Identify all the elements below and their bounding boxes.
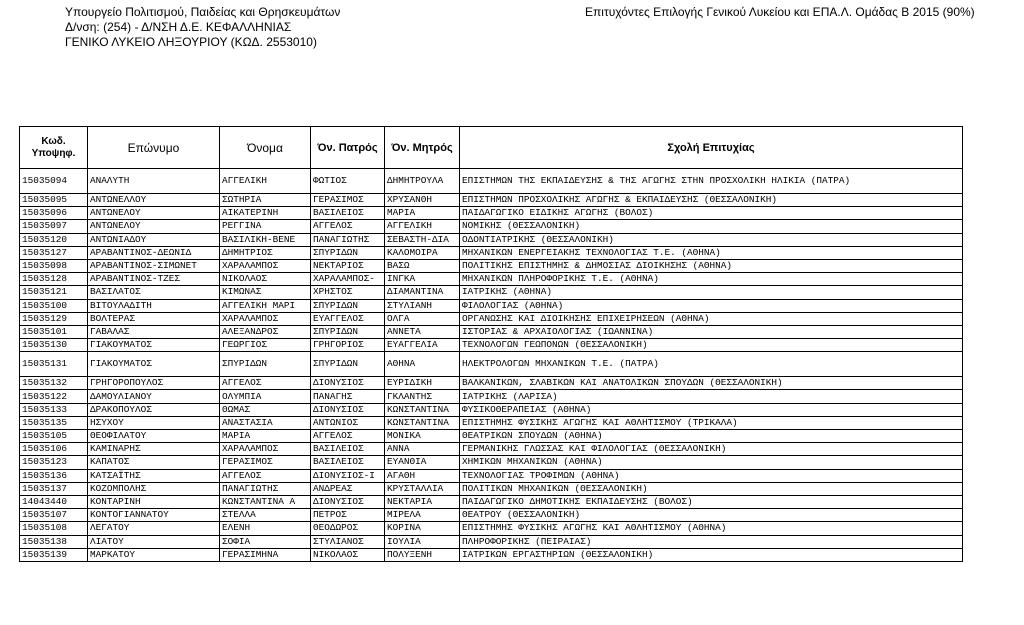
candidate-code-cell: 15035101: [20, 325, 88, 338]
surname-cell: ΓΙΑΚΟΥΜΑΤΟΣ: [88, 352, 220, 377]
candidate-code-cell: 15035132: [20, 377, 88, 390]
surname-cell: ΓΑΒΑΛΑΣ: [88, 325, 220, 338]
father-name-cell: ΑΝΔΡΕΑΣ: [311, 482, 385, 495]
table-row: [20, 246, 963, 259]
surname-cell: ΔΡΑΚΟΠΟΥΛΟΣ: [88, 403, 220, 416]
mother-name-cell: ΑΝΝΑ: [385, 443, 460, 456]
surname-cell: ΑΡΑΒΑΝΤΙΝΟΣ-ΔΕΩΝΙΔ: [88, 246, 220, 259]
table-row: [20, 233, 963, 246]
table-row: [20, 482, 963, 495]
school-cell: ΜΗΧΑΝΙΚΩΝ ΠΛΗΡΟΦΟΡΙΚΗΣ Τ.Ε. (ΑΘΗΝΑ): [460, 273, 963, 286]
table-row: [20, 325, 963, 338]
father-name-cell: ΔΙΟΝΥΣΙΟΣ: [311, 495, 385, 508]
candidate-code-cell: 15035131: [20, 352, 88, 377]
candidate-code-cell: 15035108: [20, 522, 88, 535]
table-body: [20, 169, 963, 562]
candidate-code-cell: 15035098: [20, 259, 88, 272]
father-name-cell: ΘΕΟΔΩΡΟΣ: [311, 522, 385, 535]
first-name-cell: ΣΤΕΛΛΑ: [220, 509, 311, 522]
father-name-cell: ΣΠΥΡΙΔΩΝ: [311, 246, 385, 259]
surname-cell: ΓΡΗΓΟΡΟΠΟΥΛΟΣ: [88, 377, 220, 390]
candidate-code-cell: 15035133: [20, 403, 88, 416]
school-cell: ΠΟΛΙΤΙΚΩΝ ΜΗΧΑΝΙΚΩΝ (ΘΕΣΣΑΛΟΝΙΚΗ): [460, 482, 963, 495]
mother-name-cell: ΕΥΑΓΓΕΛΙΑ: [385, 339, 460, 352]
directorate-name: Δ/νση: (254) - Δ/ΝΣΗ Δ.Ε. ΚΕΦΑΛΛΗΝΙΑΣ: [65, 20, 292, 34]
table-row: [20, 299, 963, 312]
candidate-code-cell: 15035138: [20, 535, 88, 548]
father-name-cell: ΦΩΤΙΟΣ: [311, 169, 385, 194]
school-cell: ΟΡΓΑΝΩΣΗΣ ΚΑΙ ΔΙΟΙΚΗΣΗΣ ΕΠΙΧΕΙΡΗΣΕΩΝ (ΑΘΗΝΑ): [460, 312, 963, 325]
surname-cell: ΑΝΤΩΝΕΛΛΟΥ: [88, 194, 220, 207]
first-name-cell: ΓΕΡΑΣΙΜΟΣ: [220, 456, 311, 469]
mother-name-cell: ΔΗΜΗΤΡΟΥΛΑ: [385, 169, 460, 194]
mother-name-cell: ΣΤΥΛΙΑΝΗ: [385, 299, 460, 312]
first-name-cell: ΑΓΓΕΛΟΣ: [220, 469, 311, 482]
surname-cell: ΚΟΝΤΟΓΙΑΝΝΑΤΟΥ: [88, 509, 220, 522]
candidate-code-cell: 15035106: [20, 443, 88, 456]
candidate-code-cell: 15035105: [20, 430, 88, 443]
surname-cell: ΚΟΝΤΑΡΙΝΗ: [88, 495, 220, 508]
father-name-cell: ΝΙΚΟΛΑΟΣ: [311, 548, 385, 561]
school-cell: ΧΗΜΙΚΩΝ ΜΗΧΑΝΙΚΩΝ (ΑΘΗΝΑ): [460, 456, 963, 469]
table-row: [20, 286, 963, 299]
candidate-code-cell: 15035127: [20, 246, 88, 259]
first-name-cell: ΒΑΣΙΛΙΚΗ-ΒΕΝΕ: [220, 233, 311, 246]
first-name-cell: ΧΑΡΑΛΑΜΠΟΣ: [220, 312, 311, 325]
father-name-cell: ΔΙΟΝΥΣΙΟΣ-Ι: [311, 469, 385, 482]
school-cell: ΠΑΙΔΑΓΩΓΙΚΟ ΔΗΜΟΤΙΚΗΣ ΕΚΠΑΙΔΕΥΣΗΣ (ΒΟΛΟΣ): [460, 495, 963, 508]
father-name-cell: ΕΥΑΓΓΕΛΟΣ: [311, 312, 385, 325]
first-name-cell: ΟΛΥΜΠΙΑ: [220, 390, 311, 403]
candidate-code-cell: 15035097: [20, 220, 88, 233]
father-name-cell: ΣΠΥΡΙΔΩΝ: [311, 352, 385, 377]
column-header-father: Όν. Πατρός: [311, 127, 385, 169]
surname-cell: ΑΡΑΒΑΝΤΙΝΟΣ-ΤΖΕΣ: [88, 273, 220, 286]
table-row: [20, 207, 963, 220]
table-row: [20, 403, 963, 416]
mother-name-cell: ΕΥΡΙΔΙΚΗ: [385, 377, 460, 390]
mother-name-cell: ΣΕΒΑΣΤΗ-ΔΙΑ: [385, 233, 460, 246]
surname-cell: ΒΙΤΟΥΛΑΔΙΤΗ: [88, 299, 220, 312]
school-name: ΓΕΝΙΚΟ ΛΥΚΕΙΟ ΛΗΞΟΥΡΙΟΥ (ΚΩΔ. 2553010): [65, 35, 317, 49]
first-name-cell: ΚΙΜΩΝΑΣ: [220, 286, 311, 299]
father-name-cell: ΠΑΝΑΓΗΣ: [311, 390, 385, 403]
mother-name-cell: ΙΝΓΚΑ: [385, 273, 460, 286]
mother-name-cell: ΠΟΛΥΞΕΝΗ: [385, 548, 460, 561]
surname-cell: ΜΑΡΚΑΤΟΥ: [88, 548, 220, 561]
table-row: [20, 416, 963, 429]
first-name-cell: ΑΓΓΕΛΟΣ: [220, 377, 311, 390]
candidate-code-cell: 15035137: [20, 482, 88, 495]
candidate-code-cell: 15035135: [20, 416, 88, 429]
mother-name-cell: ΧΡΥΣΑΝΘΗ: [385, 194, 460, 207]
father-name-cell: ΧΡΗΣΤΟΣ: [311, 286, 385, 299]
mother-name-cell: ΓΚΛΑΝΤΗΣ: [385, 390, 460, 403]
surname-cell: ΗΣΥΧΟΥ: [88, 416, 220, 429]
first-name-cell: ΑΓΓΕΛΙΚΗ ΜΑΡΙ: [220, 299, 311, 312]
mother-name-cell: ΙΟΥΛΙΑ: [385, 535, 460, 548]
mother-name-cell: ΚΡΥΣΤΑΛΛΙΑ: [385, 482, 460, 495]
first-name-cell: ΡΕΓΓΙΝΑ: [220, 220, 311, 233]
school-cell: ΙΑΤΡΙΚΩΝ ΕΡΓΑΣΤΗΡΙΩΝ (ΘΕΣΣΑΛΟΝΙΚΗ): [460, 548, 963, 561]
mother-name-cell: ΟΛΓΑ: [385, 312, 460, 325]
first-name-cell: ΓΕΡΑΣΙΜΗΝΑ: [220, 548, 311, 561]
candidate-code-cell: 15035095: [20, 194, 88, 207]
first-name-cell: ΚΩΝΣΤΑΝΤΙΝΑ Α: [220, 495, 311, 508]
table-row: [20, 548, 963, 561]
table-row: [20, 456, 963, 469]
first-name-cell: ΔΗΜΗΤΡΙΟΣ: [220, 246, 311, 259]
school-cell: ΕΠΙΣΤΗΜΩΝ ΠΡΟΣΧΟΛΙΚΗΣ ΑΓΩΓΗΣ & ΕΚΠΑΙΔΕΥΣΗΣ (ΘΕΣΣΑΛΟΝΙΚΗ): [460, 194, 963, 207]
first-name-cell: ΑΝΑΣΤΑΣΙΑ: [220, 416, 311, 429]
school-cell: ΙΣΤΟΡΙΑΣ & ΑΡΧΑΙΟΛΟΓΙΑΣ (ΙΩΑΝΝΙΝΑ): [460, 325, 963, 338]
father-name-cell: ΧΑΡΑΛΑΜΠΟΣ-: [311, 273, 385, 286]
school-cell: ΠΟΛΙΤΙΚΗΣ ΕΠΙΣΤΗΜΗΣ & ΔΗΜΟΣΙΑΣ ΔΙΟΙΚΗΣΗΣ (ΑΘΗΝΑ): [460, 259, 963, 272]
surname-cell: ΑΝΤΩΝΕΛΟΥ: [88, 220, 220, 233]
candidate-code-cell: 15035130: [20, 339, 88, 352]
table-row: [20, 339, 963, 352]
mother-name-cell: ΚΩΝΣΤΑΝΤΙΝΑ: [385, 416, 460, 429]
first-name-cell: ΜΑΡΙΑ: [220, 430, 311, 443]
father-name-cell: ΣΤΥΛΙΑΝΟΣ: [311, 535, 385, 548]
table-row: [20, 535, 963, 548]
table-row: [20, 259, 963, 272]
school-cell: ΤΕΧΝΟΛΟΓΙΑΣ ΤΡΟΦΙΜΩΝ (ΑΘΗΝΑ): [460, 469, 963, 482]
school-cell: ΠΑΙΔΑΓΩΓΙΚΟ ΕΙΔΙΚΗΣ ΑΓΩΓΗΣ (ΒΟΛΟΣ): [460, 207, 963, 220]
ministry-header: [65, 5, 340, 50]
table-row: [20, 469, 963, 482]
school-cell: ΘΕΑΤΡΙΚΩΝ ΣΠΟΥΔΩΝ (ΑΘΗΝΑ): [460, 430, 963, 443]
surname-cell: ΑΝΤΩΝΙΑΔΟΥ: [88, 233, 220, 246]
mother-name-cell: ΜΙΡΕΛΑ: [385, 509, 460, 522]
father-name-cell: ΒΑΣΙΛΕΙΟΣ: [311, 443, 385, 456]
surname-cell: ΛΙΑΤΟΥ: [88, 535, 220, 548]
table-row: [20, 509, 963, 522]
candidate-code-cell: 15035121: [20, 286, 88, 299]
father-name-cell: ΣΠΥΡΙΔΩΝ: [311, 325, 385, 338]
table-row: [20, 220, 963, 233]
candidate-code-cell: 15035129: [20, 312, 88, 325]
school-cell: ΦΙΛΟΛΟΓΙΑΣ (ΑΘΗΝΑ): [460, 299, 963, 312]
school-cell: ΟΔΟΝΤΙΑΤΡΙΚΗΣ (ΘΕΣΣΑΛΟΝΙΚΗ): [460, 233, 963, 246]
school-cell: ΝΟΜΙΚΗΣ (ΘΕΣΣΑΛΟΝΙΚΗ): [460, 220, 963, 233]
candidate-code-cell: 15035094: [20, 169, 88, 194]
table-row: [20, 495, 963, 508]
first-name-cell: ΣΠΥΡΙΔΩΝ: [220, 352, 311, 377]
father-name-cell: ΔΙΟΝΥΣΙΟΣ: [311, 377, 385, 390]
mother-name-cell: ΜΟΝΙΚΑ: [385, 430, 460, 443]
mother-name-cell: ΑΓΓΕΛΙΚΗ: [385, 220, 460, 233]
column-header-school: Σχολή Επιτυχίας: [460, 127, 963, 169]
mother-name-cell: ΜΑΡΙΑ: [385, 207, 460, 220]
father-name-cell: ΑΓΓΕΛΟΣ: [311, 430, 385, 443]
father-name-cell: ΣΠΥΡΙΔΩΝ: [311, 299, 385, 312]
table-row: [20, 194, 963, 207]
first-name-cell: ΑΛΕΞΑΝΔΡΟΣ: [220, 325, 311, 338]
column-header-mother: Όν. Μητρός: [385, 127, 460, 169]
mother-name-cell: ΑΝΝΕΤΑ: [385, 325, 460, 338]
mother-name-cell: ΔΙΑΜΑΝΤΙΝΑ: [385, 286, 460, 299]
first-name-cell: ΑΙΚΑΤΕΡΙΝΗ: [220, 207, 311, 220]
table-row: [20, 377, 963, 390]
surname-cell: ΔΑΜΟΥΛΙΑΝΟΥ: [88, 390, 220, 403]
first-name-cell: ΣΟΦΙΑ: [220, 535, 311, 548]
table-header-row: [20, 127, 963, 169]
school-cell: ΜΗΧΑΝΙΚΩΝ ΕΝΕΡΓΕΙΑΚΗΣ ΤΕΧΝΟΛΟΓΙΑΣ Τ.Ε. (ΑΘΗΝΑ): [460, 246, 963, 259]
surname-cell: ΒΑΣΙΛΑΤΟΣ: [88, 286, 220, 299]
school-cell: ΕΠΙΣΤΗΜΗΣ ΦΥΣΙΚΗΣ ΑΓΩΓΗΣ ΚΑΙ ΑΘΛΗΤΙΣΜΟΥ (ΑΘΗΝΑ): [460, 522, 963, 535]
father-name-cell: ΒΑΣΙΛΕΙΟΣ: [311, 207, 385, 220]
column-header-name: Όνομα: [220, 127, 311, 169]
first-name-cell: ΧΑΡΑΛΑΜΠΟΣ: [220, 443, 311, 456]
father-name-cell: ΝΕΚΤΑΡΙΟΣ: [311, 259, 385, 272]
father-name-cell: ΠΕΤΡΟΣ: [311, 509, 385, 522]
surname-cell: ΚΑΠΑΤΟΣ: [88, 456, 220, 469]
table-row: [20, 169, 963, 194]
table-row: [20, 352, 963, 377]
column-header-code: Κωδ. Υποψηφ.: [20, 127, 88, 169]
first-name-cell: ΕΛΕΝΗ: [220, 522, 311, 535]
surname-cell: ΚΑΤΣΑΪΤΗΣ: [88, 469, 220, 482]
mother-name-cell: ΑΓΑΘΗ: [385, 469, 460, 482]
candidate-code-cell: 15035120: [20, 233, 88, 246]
surname-cell: ΘΕΟΦΙΛΑΤΟΥ: [88, 430, 220, 443]
father-name-cell: ΑΝΤΩΝΙΟΣ: [311, 416, 385, 429]
mother-name-cell: ΝΕΚΤΑΡΙΑ: [385, 495, 460, 508]
school-cell: ΤΕΧΝΟΛΟΓΩΝ ΓΕΩΠΟΝΩΝ (ΘΕΣΣΑΛΟΝΙΚΗ): [460, 339, 963, 352]
first-name-cell: ΧΑΡΑΛΑΜΠΟΣ: [220, 259, 311, 272]
school-cell: ΦΥΣΙΚΟΘΕΡΑΠΕΙΑΣ (ΑΘΗΝΑ): [460, 403, 963, 416]
candidate-code-cell: 15035122: [20, 390, 88, 403]
school-cell: ΒΑΛΚΑΝΙΚΩΝ, ΣΛΑΒΙΚΩΝ ΚΑΙ ΑΝΑΤΟΛΙΚΩΝ ΣΠΟΥΔΩΝ (ΘΕΣΣΑΛΟΝΙΚΗ): [460, 377, 963, 390]
mother-name-cell: ΑΘΗΝΑ: [385, 352, 460, 377]
table-row: [20, 430, 963, 443]
father-name-cell: ΓΡΗΓΟΡΙΟΣ: [311, 339, 385, 352]
document-title: Επιτυχόντες Επιλογής Γενικού Λυκείου και ΕΠΑ.Λ. Ομάδας Β 2015 (90%): [585, 5, 975, 19]
school-cell: ΗΛΕΚΤΡΟΛΟΓΩΝ ΜΗΧΑΝΙΚΩΝ Τ.Ε. (ΠΑΤΡΑ): [460, 352, 963, 377]
father-name-cell: ΓΕΡΑΣΙΜΟΣ: [311, 194, 385, 207]
surname-cell: ΑΝΤΩΝΕΛΟΥ: [88, 207, 220, 220]
school-cell: ΙΑΤΡΙΚΗΣ (ΛΑΡΙΣΑ): [460, 390, 963, 403]
mother-name-cell: ΚΟΡΙΝΑ: [385, 522, 460, 535]
first-name-cell: ΘΩΜΑΣ: [220, 403, 311, 416]
father-name-cell: ΠΑΝΑΓΙΩΤΗΣ: [311, 233, 385, 246]
table-row: [20, 390, 963, 403]
surname-cell: ΑΝΑΛΥΤΗ: [88, 169, 220, 194]
first-name-cell: ΠΑΝΑΓΙΩΤΗΣ: [220, 482, 311, 495]
ministry-name: Υπουργείο Πολιτισμού, Παιδείας και Θρησκευμάτων: [65, 5, 341, 19]
school-cell: ΙΑΤΡΙΚΗΣ (ΑΘΗΝΑ): [460, 286, 963, 299]
candidate-code-cell: 15035136: [20, 469, 88, 482]
table-row: [20, 312, 963, 325]
school-cell: ΓΕΡΜΑΝΙΚΗΣ ΓΛΩΣΣΑΣ ΚΑΙ ΦΙΛΟΛΟΓΙΑΣ (ΘΕΣΣΑΛΟΝΙΚΗ): [460, 443, 963, 456]
table-row: [20, 522, 963, 535]
candidate-code-cell: 15035123: [20, 456, 88, 469]
school-cell: ΕΠΙΣΤΗΜΩΝ ΤΗΣ ΕΚΠΑΙΔΕΥΣΗΣ & ΤΗΣ ΑΓΩΓΗΣ ΣΤΗΝ ΠΡΟΣΧΟΛΙΚΗ ΗΛΙΚΙΑ (ΠΑΤΡΑ): [460, 169, 963, 194]
first-name-cell: ΝΙΚΟΛΑΟΣ: [220, 273, 311, 286]
mother-name-cell: ΚΑΛΟΜΟΙΡΑ: [385, 246, 460, 259]
candidate-code-cell: 15035128: [20, 273, 88, 286]
father-name-cell: ΒΑΣΙΛΕΙΟΣ: [311, 456, 385, 469]
results-table: [19, 126, 963, 562]
table-row: [20, 273, 963, 286]
school-cell: ΕΠΙΣΤΗΜΗΣ ΦΥΣΙΚΗΣ ΑΓΩΓΗΣ ΚΑΙ ΑΘΛΗΤΙΣΜΟΥ (ΤΡΙΚΑΛΑ): [460, 416, 963, 429]
column-header-surname: Επώνυμο: [88, 127, 220, 169]
surname-cell: ΚΑΜΙΝΑΡΗΣ: [88, 443, 220, 456]
surname-cell: ΛΕΓΑΤΟΥ: [88, 522, 220, 535]
surname-cell: ΓΙΑΚΟΥΜΑΤΟΣ: [88, 339, 220, 352]
surname-cell: ΑΡΑΒΑΝΤΙΝΟΣ-ΣΙΜΩΝΕΤ: [88, 259, 220, 272]
candidate-code-cell: 15035107: [20, 509, 88, 522]
candidate-code-cell: 14043440: [20, 495, 88, 508]
mother-name-cell: ΒΑΣΩ: [385, 259, 460, 272]
surname-cell: ΚΟΖΟΜΠΟΛΗΣ: [88, 482, 220, 495]
school-cell: ΠΛΗΡΟΦΟΡΙΚΗΣ (ΠΕΙΡΑΙΑΣ): [460, 535, 963, 548]
first-name-cell: ΑΓΓΕΛΙΚΗ: [220, 169, 311, 194]
first-name-cell: ΓΕΩΡΓΙΟΣ: [220, 339, 311, 352]
table-row: [20, 443, 963, 456]
candidate-code-cell: 15035096: [20, 207, 88, 220]
candidate-code-cell: 15035100: [20, 299, 88, 312]
father-name-cell: ΔΙΟΝΥΣΙΟΣ: [311, 403, 385, 416]
candidate-code-cell: 15035139: [20, 548, 88, 561]
mother-name-cell: ΕΥΑΝΘΙΑ: [385, 456, 460, 469]
father-name-cell: ΑΓΓΕΛΟΣ: [311, 220, 385, 233]
school-cell: ΘΕΑΤΡΟΥ (ΘΕΣΣΑΛΟΝΙΚΗ): [460, 509, 963, 522]
surname-cell: ΒΟΛΤΕΡΑΣ: [88, 312, 220, 325]
mother-name-cell: ΚΩΝΣΤΑΝΤΙΝΑ: [385, 403, 460, 416]
first-name-cell: ΣΩΤΗΡΙΑ: [220, 194, 311, 207]
